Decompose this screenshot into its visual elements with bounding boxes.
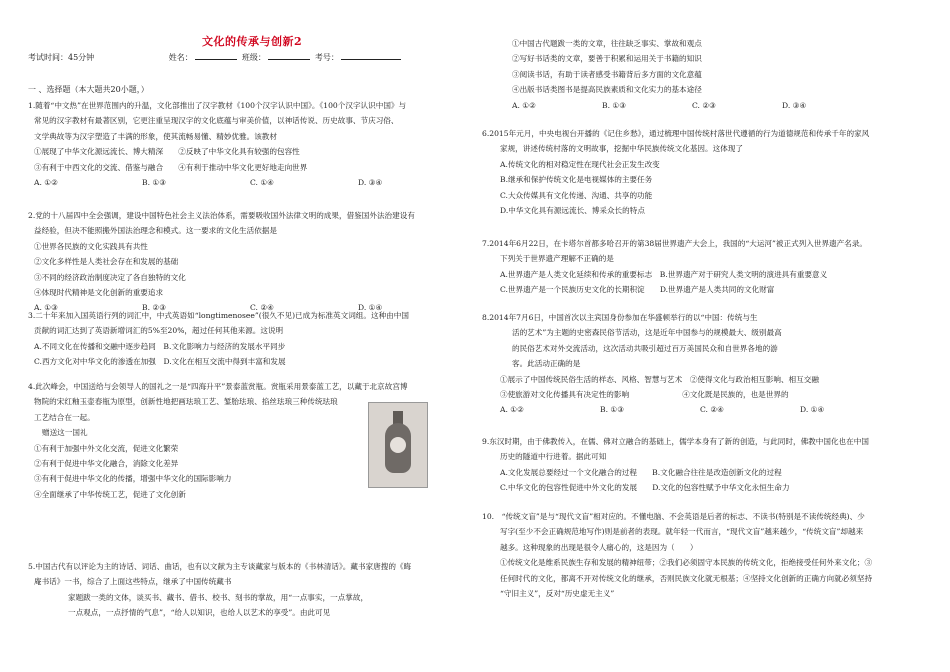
question-line[interactable]: C.西方文化对中华文化的渗透在加强 D.文化在相互交流中得到丰富和发展 bbox=[34, 357, 286, 367]
option-a[interactable]: A.传统文化的相对稳定性在现代社会正发生改变 bbox=[500, 159, 660, 169]
answer-options bbox=[482, 98, 927, 113]
question-line: 活的艺术”为主题的史密森民俗节活动，这是近年中国参与的规模最大、级别最高 bbox=[512, 328, 782, 338]
option-b[interactable]: B. ②③ bbox=[142, 303, 167, 313]
exam-header bbox=[28, 52, 401, 63]
question-line: 益经验，但决不能照搬外国法治理念和模式。这一要求的文化生活依据是 bbox=[34, 226, 277, 236]
option-b[interactable]: B. ①③ bbox=[600, 405, 625, 415]
option-c[interactable]: C. ②③ bbox=[692, 100, 716, 110]
page-title: 文化的传承与创新2 bbox=[202, 35, 303, 48]
answer-options bbox=[482, 402, 927, 417]
vase-medallion-shape bbox=[390, 437, 406, 453]
question-line: 下列关于世界遗产理解不正确的是 bbox=[500, 254, 614, 264]
question-line: 2.党的十八届四中全会强调，建设中国特色社会主义法治体系，需要吸收国外法律文明的成果，借鉴国外法治建设有 bbox=[28, 211, 415, 220]
question-line: ①世界各民族的文化实践具有共性 bbox=[34, 241, 148, 251]
question-line: ①展现了中华文化源远流长、博大精深 ②反映了中华文化具有较强的包容性 bbox=[34, 147, 300, 157]
question-line: ①有利于加强中外文化交流，促进文化繁荣 bbox=[34, 443, 179, 453]
question-line: ③使旅游对文化传播具有决定性的影响 ④文化既是民族的，也是世界的 bbox=[500, 390, 789, 400]
option-a[interactable]: A. ①② bbox=[34, 178, 58, 188]
question-line: ②文化多样性是人类社会存在和发展的基础 bbox=[34, 257, 179, 267]
option-a[interactable]: A. ①③ bbox=[34, 303, 58, 313]
class-blank[interactable] bbox=[268, 59, 310, 60]
question-line: 4.此次峰会，中国送给与会领导人的国礼之一是“四海升平”景泰蓝赏瓶。赏瓶采用景泰蓝工艺，以藏于北京故宫博 bbox=[28, 382, 408, 391]
question-line[interactable]: A.世界遗产是人类文化延续和传承的重要标志 B.世界遗产对于研究人类文明的演进具有重要意义 bbox=[500, 269, 828, 279]
question-line: 9.东汉时期，由于佛教传入，在儒、佛对立融合的基础上，儒学本身有了新的创造，与此同时，佛教中国化也在中国 bbox=[482, 437, 869, 446]
question-10 bbox=[482, 509, 927, 601]
question-5 bbox=[28, 559, 483, 621]
question-2 bbox=[28, 208, 483, 316]
question-line: ①传统文化是维系民族生存和发展的精神纽带；②我们必须固守本民族的传统文化，拒绝接受任何外来文化；③ bbox=[500, 558, 873, 568]
question-line: 家规，讲述传统村落的文明故事，挖掘中华民族传统文化基因。这体现了 bbox=[500, 144, 743, 154]
question-line: ①展示了中国传统民俗生活的样态、风格、智慧与艺术 ②使得文化与政治相互影响、相互交融 bbox=[500, 374, 819, 384]
class-label: 班级： bbox=[241, 53, 266, 62]
question-line: ②写好书话类的文章，要善于积累和运用关于书籍的知识 bbox=[512, 54, 702, 64]
question-line: 文学典故等为汉字塑造了丰满的形象，使其流畅易懂、精妙优雅。该教材 bbox=[34, 131, 277, 141]
question-line: ③不同的经济政治制度决定了各自独特的文化 bbox=[34, 272, 186, 282]
question-line: 工艺结合在一起。 bbox=[34, 412, 95, 422]
option-d[interactable]: D. ①④ bbox=[800, 405, 825, 415]
question-1 bbox=[28, 98, 483, 190]
name-blank[interactable] bbox=[195, 59, 237, 60]
question-line: ②有利于促进中华文化融合，消除文化差异 bbox=[34, 459, 179, 469]
question-line: 写字(至少不会正确规范地写作)则是前者的表现。就年轻一代而言，“现代文盲”越来越少，“传统文盲”却越来 bbox=[500, 527, 864, 537]
question-line: 7.2014年6月22日，在卡塔尔首都多哈召开的第38届世界遗产大会上，我国的“大运河”被正式列入世界遗产名录。 bbox=[482, 239, 868, 248]
question-line: 3.二十年来加入国英语行列的词汇中，中式英语如“longtimenosee”(很久不见)已成为标准英文词组。这种由中国 bbox=[28, 311, 409, 320]
option-d[interactable]: D. ③④ bbox=[358, 178, 383, 188]
question-line[interactable]: A.文化发展总要经过一个文化融合的过程 B.文化融合往往是改造创新文化的过程 bbox=[500, 467, 782, 477]
option-b[interactable]: B. ①③ bbox=[602, 100, 627, 110]
question-line: ③阅读书话，有助于读者感受书籍背后多方面的文化意蕴 bbox=[512, 69, 702, 79]
question-line: 1.随着“中文热”在世界范围内的升温，文化部推出了汉字教材《100个汉字认识中国》。《100个汉字认识中国》与 bbox=[28, 101, 407, 110]
answer-options bbox=[28, 175, 483, 190]
vase-photo bbox=[368, 402, 428, 488]
option-b[interactable]: B. ①③ bbox=[142, 178, 167, 188]
question-line: 贡献的词汇达到了英语新增词汇的5%至20%，超过任何其他来源。这说明 bbox=[34, 326, 284, 336]
question-5-continued bbox=[482, 36, 927, 113]
question-line: 物院的宋红釉玉壶春瓶为原型，创新性地把画珐琅工艺、錾胎珐琅、掐丝珐琅三种传统珐琅 bbox=[34, 397, 338, 407]
question-line: 客。此活动正确的是 bbox=[512, 359, 581, 369]
question-line: 5.中国古代有以评论为主的诗话、词话、曲话，也有以文献为主专谈藏家与版本的《书林清话》。藏书家唐搜的《晦 bbox=[28, 562, 412, 571]
option-c[interactable]: C. ②④ bbox=[250, 303, 274, 313]
question-line: 任何时代的文化，都离不开对传统文化的继承，否则民族文化就无根基；④坚持文化创新的正确方向就必须坚持 bbox=[500, 573, 873, 583]
question-line: ①中国古代题跋一类的文章，往往缺乏事实、掌故和观点 bbox=[512, 39, 702, 48]
question-line: 一点观点，一点抒情的气息”，“给人以知识，也给人以艺术的享受”。由此可见 bbox=[68, 608, 331, 618]
question-line: 的民俗艺术对外交流活动，这次活动共吸引超过百万美国民众和自世界各地的游 bbox=[512, 343, 778, 353]
question-line: ④体现时代精神是文化创新的重要追求 bbox=[34, 288, 164, 298]
question-8 bbox=[482, 310, 927, 418]
question-9 bbox=[482, 434, 927, 496]
question-line[interactable]: C.中华文化的包容性促进中外文化的发展 D.文化的包容性赋予中华文化永恒生命力 bbox=[500, 483, 790, 493]
option-c[interactable]: C. ②④ bbox=[700, 405, 724, 415]
question-line: 庵书话》一书，综合了上面这些特点，继承了中国传统藏书 bbox=[34, 577, 232, 587]
question-6 bbox=[482, 126, 927, 218]
question-line: 历史的隧道中行进着。据此可知 bbox=[500, 452, 607, 462]
option-a[interactable]: A. ①② bbox=[500, 405, 524, 415]
name-label: 姓名： bbox=[168, 53, 193, 62]
exam-time: 考试时间：45分钟 bbox=[28, 53, 95, 62]
option-d[interactable]: D. ③④ bbox=[782, 100, 807, 110]
question-line: 10. “传统文盲”是与“现代文盲”相对应的。不懂电脑、不会英语是后者的标志、不读书(特别是不读传统经典)、少 bbox=[482, 512, 865, 521]
question-line: “守旧主义”，反对“历史虚无主义” bbox=[500, 589, 615, 599]
option-c[interactable]: C.大众传媒具有文化传递、沟通、共享的功能 bbox=[500, 190, 653, 200]
question-line: 越多。这种现象的出现是很令人痛心的，这是因为（ ） bbox=[500, 542, 698, 552]
question-line: ③有利于中西文化的交流、借鉴与融合 ④有利于推动中华文化更好地走向世界 bbox=[34, 162, 308, 172]
question-line[interactable]: A.不同文化在传播和交融中逐步趋同 B.文化影响力与经济的发展水平同步 bbox=[34, 341, 286, 351]
option-d[interactable]: D.中华文化具有源远流长、博采众长的特点 bbox=[500, 206, 645, 216]
option-b[interactable]: B.继承和保护传统文化是电视媒体的主要任务 bbox=[500, 175, 653, 185]
option-d[interactable]: D. ①④ bbox=[358, 303, 383, 313]
exam-no-label: 考号： bbox=[314, 53, 339, 62]
question-line[interactable]: C.世界遗产是一个民族历史文化的长期积淀 D.世界遗产是人类共同的文化财富 bbox=[500, 285, 775, 295]
question-7 bbox=[482, 236, 927, 298]
option-c[interactable]: C. ①④ bbox=[250, 178, 274, 188]
question-line: 8.2014年7月6日，中国首次以主宾国身份参加在华盛顿举行的以“中国：传统与生 bbox=[482, 313, 758, 322]
section-title: 一 、选择题（本大题共20小题，） bbox=[28, 85, 149, 94]
exam-no-blank[interactable] bbox=[341, 59, 401, 60]
question-line: 赠送这一国礼 bbox=[42, 428, 88, 438]
question-line: 家题跋一类的文体，谈买书、藏书、借书、校书、刻书的掌故，用“一点事实，一点掌故， bbox=[68, 592, 369, 602]
question-line: ④全面继承了中华传统工艺，促进了文化创新 bbox=[34, 489, 186, 499]
question-line: ④出版书话类图书是提高民族素质和文化实力的基本途径 bbox=[512, 85, 702, 95]
option-a[interactable]: A. ①② bbox=[512, 100, 536, 110]
question-line: 6.2015年元月，中央电视台开播的《记住乡愁》，通过梳理中国传统村落世代遵循的行为道德规范和传承千年的家风 bbox=[482, 129, 870, 138]
question-line: 常见的汉字教材有最著区别，它更注重呈现汉字的文化底蕴与审美价值，以神话传说、历史故事、节庆习俗、 bbox=[34, 116, 399, 126]
question-3 bbox=[28, 308, 483, 370]
question-line: ③有利于促进中华文化的传播，增强中华文化的国际影响力 bbox=[34, 474, 232, 484]
